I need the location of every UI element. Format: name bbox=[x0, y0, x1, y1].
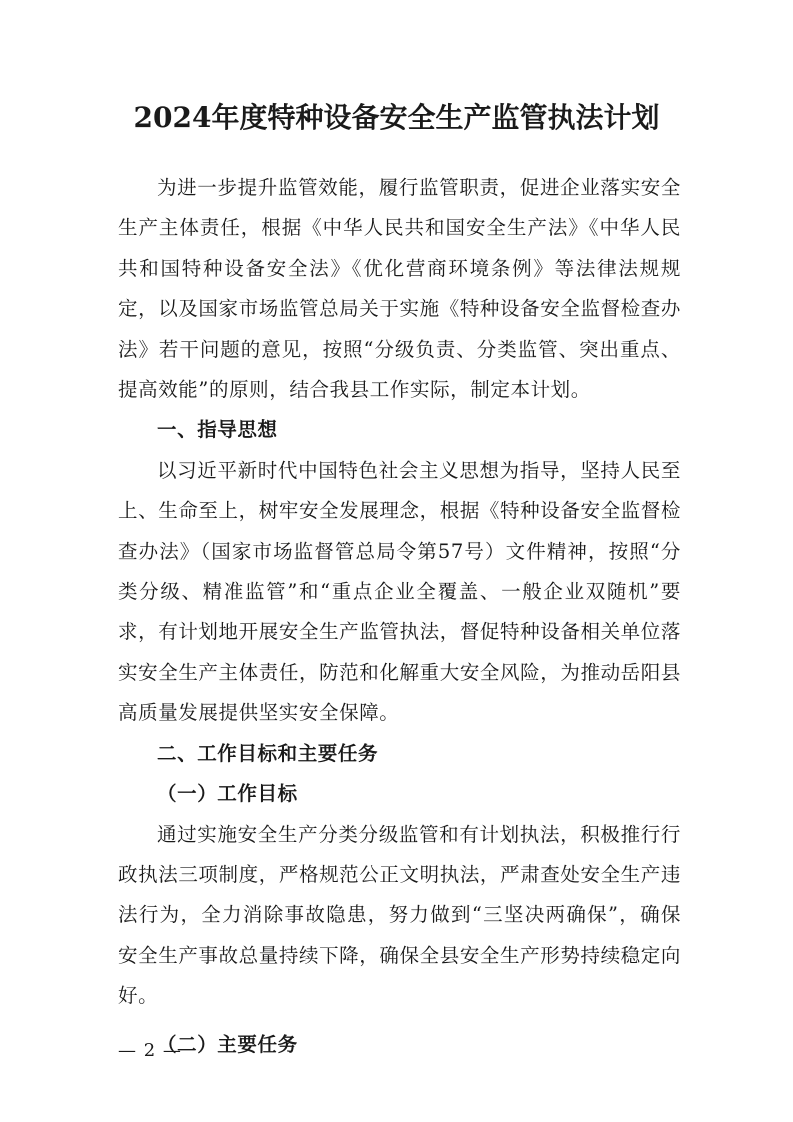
document-title: 2024年度特种设备安全生产监管执法计划 bbox=[133, 101, 660, 134]
work-goals-paragraph: 通过实施安全生产分类分级监管和有计划执法，积极推行行政执法三项制度，严格规范公正文明执法，严肃查处安全生产违法行为，全力消除事故隐患，努力做到“三坚决两确保”，确保安全生产事故总量持续下降，确保全县安全生产形势持续稳定向好。 bbox=[118, 822, 681, 1008]
page-number: — 2 — bbox=[118, 1040, 182, 1061]
intro-paragraph: 为进一步提升监管效能，履行监管职责，促进企业落实安全生产主体责任，根据《中华人民共和国安全生产法》《中华人民共和国特种设备安全法》《优化营商环境条例》等法律法规规定，以及国家市场监管总局关于实施《特种设备安全监督检查办法》若干问题的意见，按照“分级负责、分类监管、突出重点、提高效能”的原则，结合我县工作实际，制定本计划。 bbox=[118, 176, 681, 402]
section-heading-guiding-ideology: 一、指导思想 bbox=[157, 418, 278, 442]
document-body bbox=[118, 168, 681, 1065]
section-heading-goals-and-tasks: 二、工作目标和主要任务 bbox=[157, 741, 379, 765]
guiding-ideology-paragraph: 以习近平新时代中国特色社会主义思想为指导，坚持人民至上、生命至上，树牢安全发展理念，根据《特种设备安全监督检查办法》（国家市场监督管总局令第57号）文件精神，按照“分类分级、精准监管”和“重点企业全覆盖、一般企业双随机”要求，有计划地开展安全生产监管执法，督促特种设备相关单位落实安全生产主体责任，防范和化解重大安全风险，为推动岳阳县高质量发展提供坚实安全保障。 bbox=[118, 458, 681, 725]
subsection-heading-main-tasks: （二）主要任务 bbox=[157, 1032, 298, 1056]
subsection-heading-work-goals: （一）工作目标 bbox=[157, 782, 298, 806]
